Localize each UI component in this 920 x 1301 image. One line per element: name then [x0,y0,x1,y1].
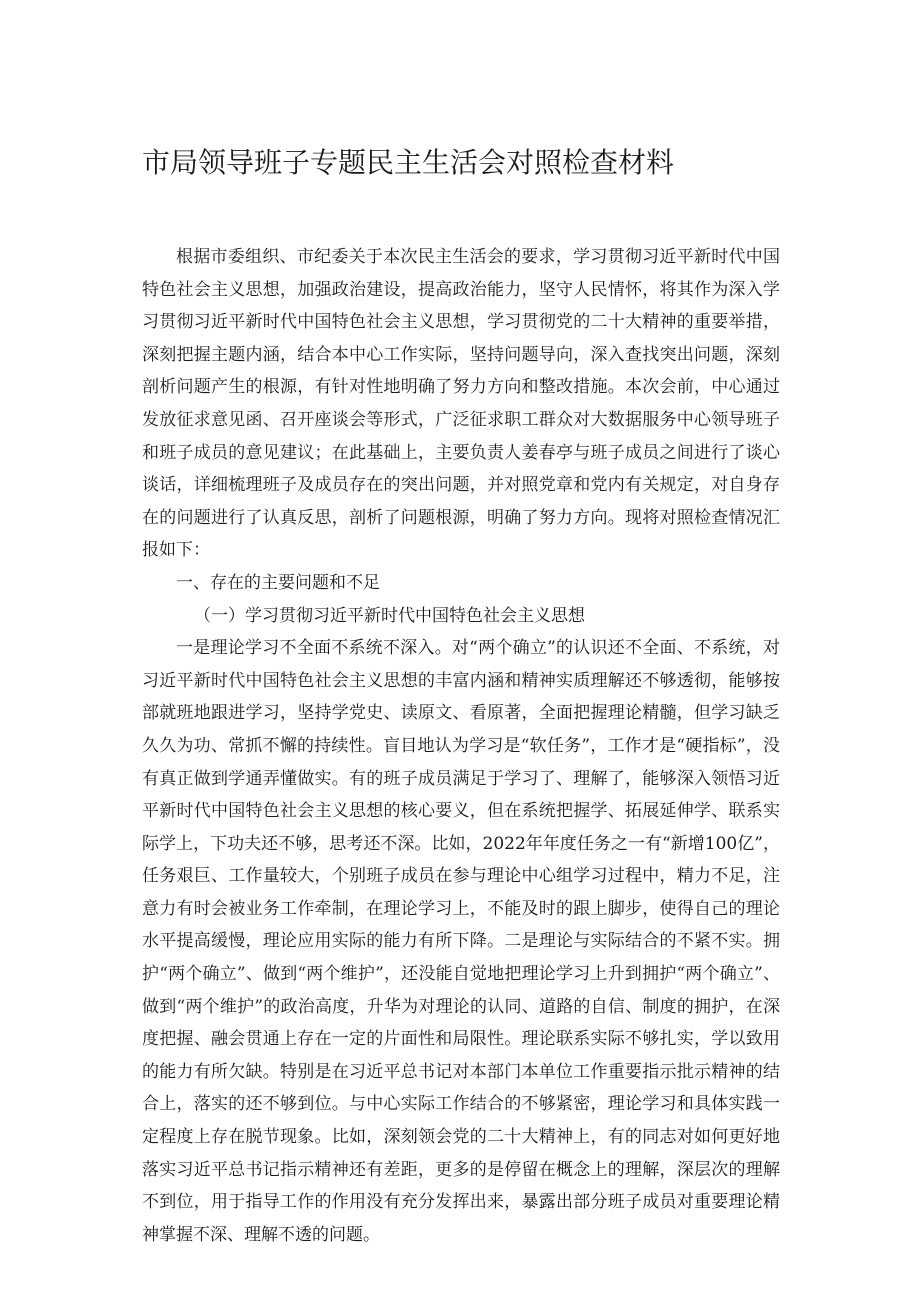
section-heading: 一、存在的主要问题和不足 [176,572,380,593]
document-title: 市局领导班子专题民主生活会对照检查材料 [142,146,675,179]
subsection-heading: （一）学习贯彻习近平新时代中国特色社会主义思想 [194,605,585,626]
document-body [142,241,780,1251]
body-paragraph: 一是理论学习不全面不系统不深入。对“两个确立”的认识还不全面、不系统，对习近平新时代中国特色社会主义思想的丰富内涵和精神实质理解还不够透彻，能够按部就班地跟进学习，坚持学党史、读原文、看原著，全面把握理论精髓，但学习缺乏久久为功、常抓不懈的持续性。盲目地认为学习是“软任务”，工作才是“硬指标”，没有真正做到学通弄懂做实。有的班子成员满足于学习了、理解了，能够深入领悟习近平新时代中国特色社会主义思想的核心要义，但在系统把握学、拓展延伸学、联系实际学上，下功夫还不够，思考还不深。比如，2022年年度任务之一有“新增100亿”，任务艰巨、工作量较大，个别班子成员在参与理论中心组学习过程中，精力不足，注意力有时会被业务工作牵制，在理论学习上，不能及时的跟上脚步，使得自己的理论水平提高缓慢，理论应用实际的能力有所下降。二是理论与实际结合的不紧不实。拥护“两个确立”、做到“两个维护”，还没能自觉地把理论学习上升到拥护“两个确立”、做到“两个维护”的政治高度，升华为对理论的认同、道路的自信、制度的拥护，在深度把握、融会贯通上存在一定的片面性和局限性。理论联系实际不够扎实，学以致用的能力有所欠缺。特别是在习近平总书记对本部门本单位工作重要指示批示精神的结合上，落实的还不够到位。与中心实际工作结合的不够紧密，理论学习和具体实践一定程度上存在脱节现象。比如，深刻领会党的二十大精神上，有的同志对如何更好地落实习近平总书记指示精神还有差距，更多的是停留在概念上的理解，深层次的理解不到位，用于指导工作的作用没有充分发挥出来，暴露出部分班子成员对重要理论精神掌握不深、理解不透的问题。 [142,638,780,1245]
intro-paragraph: 根据市委组织、市纪委关于本次民主生活会的要求，学习贯彻习近平新时代中国特色社会主义思想，加强政治建设，提高政治能力，坚守人民情怀，将其作为深入学习贯彻习近平新时代中国特色社会主义思想，学习贯彻党的二十大精神的重要举措，深刻把握主题内涵，结合本中心工作实际，坚持问题导向，深入查找突出问题，深刻剖析问题产生的根源，有针对性地明确了努力方向和整改措施。本次会前，中心通过发放征求意见函、召开座谈会等形式，广泛征求职工群众对大数据服务中心领导班子和班子成员的意见建议；在此基础上，主要负责人姜春亭与班子成员之间进行了谈心谈话，详细梳理班子及成员存在的突出问题，并对照党章和党内有关规定，对自身存在的问题进行了认真反思，剖析了问题根源，明确了努力方向。现将对照检查情况汇报如下： [142,247,780,561]
